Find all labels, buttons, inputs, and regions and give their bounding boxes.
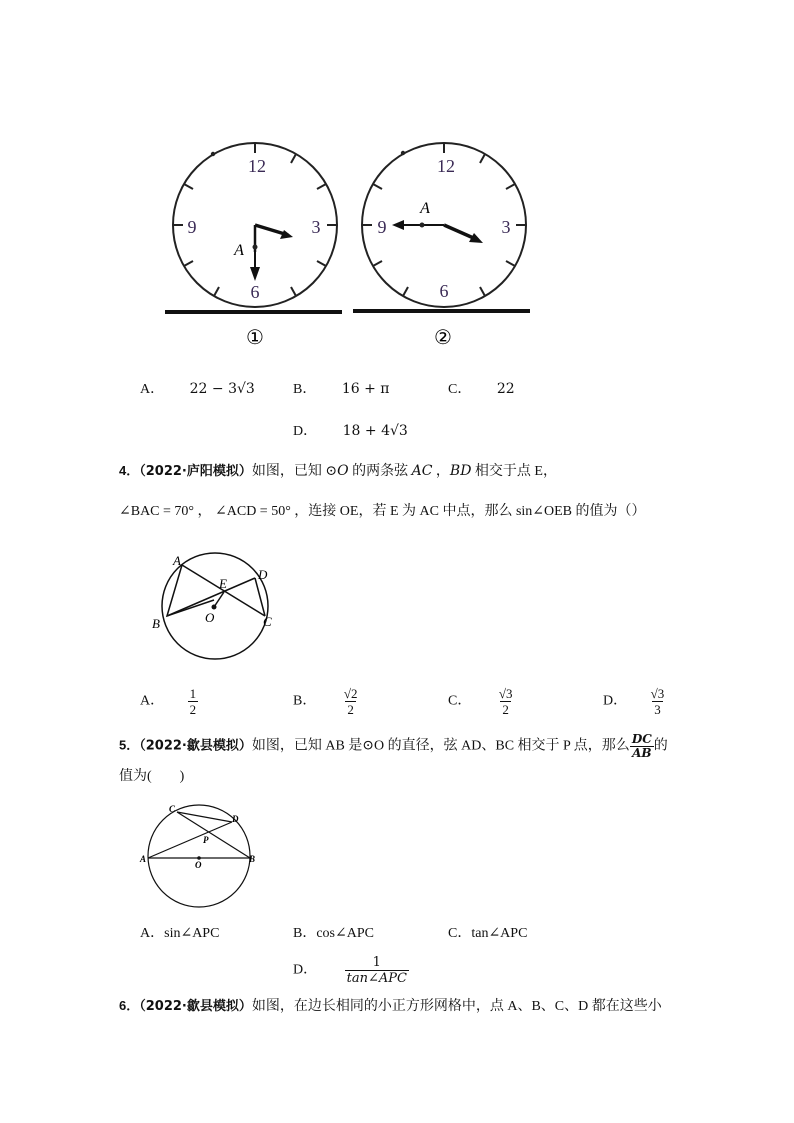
- clock-2-caption: ②: [434, 327, 452, 349]
- q5-option-d-letter: D．: [293, 962, 318, 978]
- q5-circle-figure: [137, 800, 257, 910]
- q4-option-b[interactable]: [293, 686, 359, 717]
- q4-option-c-den: 2: [502, 702, 509, 717]
- q4-option-d-num: √3: [650, 686, 665, 701]
- clock-1-num-6: 6: [250, 282, 260, 302]
- q4-line-1: [119, 462, 557, 481]
- q4-option-b-letter: B．: [293, 693, 317, 709]
- q4-label-o: O: [205, 610, 215, 625]
- q3-option-d[interactable]: [293, 422, 408, 441]
- clock-2-point-a: A: [420, 200, 430, 217]
- q3-option-a-value: 22 − 3√3: [189, 381, 255, 397]
- q4-option-d-frac: [649, 686, 667, 717]
- q5-option-b-letter: B．: [293, 926, 317, 941]
- q4-option-c-letter: C．: [448, 693, 472, 709]
- q3-option-b[interactable]: [293, 380, 390, 399]
- q4-option-a-frac: [188, 686, 199, 717]
- q3-option-a-letter: A．: [140, 382, 165, 397]
- q5-source: （2022·歙县模拟）: [139, 738, 252, 754]
- q3-option-b-value: 16 + π: [341, 381, 390, 397]
- q5-option-b[interactable]: [293, 925, 374, 943]
- q3-option-c[interactable]: [448, 380, 515, 399]
- q4-text-d: 相交于点 E，: [471, 464, 557, 479]
- q5-option-b-value: cos∠APC: [316, 926, 374, 941]
- clock-1: [173, 143, 337, 307]
- q4-source: （2022·庐阳模拟）: [139, 464, 252, 479]
- q4-text-bd: BD: [449, 463, 472, 479]
- q5-option-d-den: tan∠APC: [346, 971, 407, 986]
- q5-label-p: P: [203, 835, 209, 845]
- q4-line-2: ∠BAC = 70° ， ∠ACD = 50° ，连接 OE，若 E 为 AC 中点，那么 sin∠OEB 的值为（）: [119, 504, 646, 519]
- clocks-figure: [160, 135, 540, 350]
- clock-2-num-12: 12: [437, 156, 455, 176]
- q3-option-c-letter: C．: [448, 382, 472, 397]
- q4-text-o: O: [337, 463, 349, 479]
- q5-label-o: O: [195, 860, 202, 870]
- q5-number: 5．: [119, 737, 140, 753]
- q4-label-b: B: [152, 616, 160, 631]
- clock-1-num-3: 3: [311, 217, 321, 237]
- clock-1-num-9: 9: [187, 217, 197, 237]
- q4-option-c-frac: [497, 686, 515, 717]
- q4-option-c-num: √3: [498, 686, 513, 701]
- q3-option-d-value: 18 + 4√3: [342, 423, 408, 439]
- q5-option-c-value: tan∠APC: [471, 926, 528, 941]
- q4-text-b: 的两条弦: [348, 464, 412, 479]
- q5-frac-num: DC: [631, 732, 652, 746]
- q4-option-a[interactable]: [140, 686, 198, 717]
- q4-label-a: A: [173, 553, 181, 568]
- q4-circle-figure: [145, 550, 280, 662]
- clock-2-num-3: 3: [501, 217, 511, 237]
- q4-option-b-num: √2: [343, 686, 358, 701]
- q5-text-end: 的: [653, 738, 668, 754]
- q5-label-a: A: [140, 854, 147, 864]
- q4-label-d: D: [258, 567, 268, 582]
- q6-number: 6．: [119, 998, 140, 1013]
- q4-option-d-den: 3: [654, 702, 661, 717]
- q6-source: （2022·歙县模拟）: [139, 999, 252, 1014]
- q4-text-c: ，: [432, 464, 450, 479]
- q6-text: 如图，在边长相同的小正方形网格中，点 A、B、C、D 都在这些小: [251, 999, 662, 1014]
- q4-label-c: C: [263, 614, 272, 629]
- q4-text-ac: AC: [411, 463, 433, 479]
- q5-text: 如图，已知 AB 是⊙O 的直径，弦 AD、BC 相交于 P 点，那么: [251, 738, 630, 754]
- clock-2-num-9: 9: [377, 217, 387, 237]
- q5-option-d[interactable]: [293, 955, 409, 986]
- q5-line-2: 值为( ): [119, 769, 185, 784]
- clock-2-num-6: 6: [439, 281, 449, 301]
- q4-label-e: E: [219, 576, 227, 591]
- q3-option-c-value: 22: [496, 381, 515, 397]
- q4-option-a-den: 2: [189, 702, 197, 717]
- clock-1-num-12: 12: [248, 156, 266, 176]
- clock-1-caption: ①: [246, 327, 264, 349]
- q5-option-d-frac: [345, 955, 409, 986]
- q5-line-1: [119, 733, 668, 760]
- q4-option-d[interactable]: [603, 686, 666, 717]
- q5-label-d: D: [232, 814, 239, 824]
- q3-option-b-letter: B．: [293, 382, 317, 397]
- q5-option-d-num: 1: [372, 955, 381, 970]
- q6-line-1: [119, 997, 662, 1016]
- q3-option-a[interactable]: [140, 380, 255, 399]
- q3-option-d-letter: D．: [293, 424, 318, 439]
- q5-option-a[interactable]: [140, 925, 219, 943]
- q5-option-a-value: sin∠APC: [164, 926, 220, 941]
- clock-2: [362, 143, 526, 307]
- q4-option-c[interactable]: [448, 686, 514, 717]
- q4-option-a-num: 1: [189, 686, 197, 701]
- q5-option-a-letter: A．: [140, 926, 165, 941]
- q4-text-a: 如图，已知 ⊙: [251, 464, 338, 479]
- q5-frac-den: AB: [632, 746, 652, 760]
- q4-option-b-frac: [342, 686, 360, 717]
- q4-number: 4．: [119, 463, 140, 478]
- q4-option-a-letter: A．: [140, 693, 165, 709]
- clock-1-point-a: A: [234, 242, 244, 259]
- q5-option-c-letter: C．: [448, 926, 472, 941]
- q5-option-c[interactable]: [448, 925, 527, 943]
- q5-label-b: B: [249, 854, 256, 864]
- q5-label-c: C: [169, 804, 176, 814]
- q5-frac: [630, 733, 654, 760]
- q4-option-d-letter: D．: [603, 693, 628, 709]
- q4-option-b-den: 2: [347, 702, 354, 717]
